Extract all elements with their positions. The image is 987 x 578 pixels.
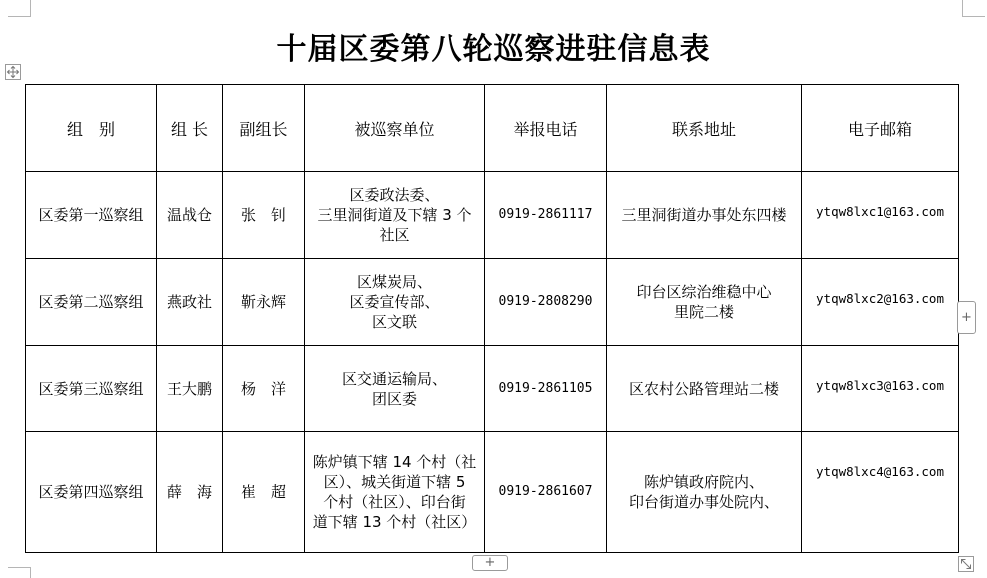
- cell-leader: 薛 海: [157, 432, 223, 553]
- cell-leader: 王大鹏: [157, 346, 223, 432]
- document-title: 十届区委第八轮巡察进驻信息表: [276, 32, 711, 67]
- add-row-button[interactable]: +: [472, 555, 508, 571]
- cell-inspected-units: 区委政法委、 三里洞街道及下辖 3 个 社区: [305, 172, 485, 259]
- table-row: [26, 259, 959, 346]
- cell-inspected-units: 区煤炭局、 区委宣传部、 区文联: [305, 259, 485, 346]
- cell-leader: 温战仓: [157, 172, 223, 259]
- cell-address: 印台区综治维稳中心 里院二楼: [607, 259, 802, 346]
- info-table: [25, 84, 959, 553]
- cell-deputy: 靳永辉: [223, 259, 305, 346]
- table-row: [26, 172, 959, 259]
- header-inspected-units: 被巡察单位: [305, 85, 485, 172]
- table-row: [26, 346, 959, 432]
- resize-diagonal-icon: [959, 557, 973, 571]
- cell-email: ytqw8lxc4@163.com: [802, 432, 959, 553]
- cell-inspected-units: 陈炉镇下辖 14 个村（社 区）、城关街道下辖 5 个村（社区）、印台街 道下辖 13 个村（社区）: [305, 432, 485, 553]
- header-deputy: 副组长: [223, 85, 305, 172]
- page-corner-mark-bottom-left: [8, 567, 31, 578]
- cell-deputy: 杨 洋: [223, 346, 305, 432]
- move-arrows-icon: [6, 65, 20, 79]
- page-corner-mark-top-left: [8, 0, 31, 17]
- cell-report-phone: 0919-2808290: [485, 259, 607, 346]
- cell-report-phone: 0919-2861117: [485, 172, 607, 259]
- header-group: 组 别: [26, 85, 157, 172]
- header-address: 联系地址: [607, 85, 802, 172]
- header-email: 电子邮箱: [802, 85, 959, 172]
- table-move-handle[interactable]: [5, 64, 21, 80]
- table-resize-handle[interactable]: [958, 556, 974, 572]
- header-leader: 组 长: [157, 85, 223, 172]
- cell-email: ytqw8lxc3@163.com: [802, 346, 959, 432]
- cell-email: ytqw8lxc1@163.com: [802, 172, 959, 259]
- table-header-row: [26, 85, 959, 172]
- cell-group: 区委第四巡察组: [26, 432, 157, 553]
- cell-group: 区委第一巡察组: [26, 172, 157, 259]
- cell-inspected-units: 区交通运输局、 团区委: [305, 346, 485, 432]
- cell-report-phone: 0919-2861607: [485, 432, 607, 553]
- cell-leader: 燕政社: [157, 259, 223, 346]
- add-column-button[interactable]: +: [957, 301, 976, 334]
- header-report-phone: 举报电话: [485, 85, 607, 172]
- cell-email: ytqw8lxc2@163.com: [802, 259, 959, 346]
- cell-group: 区委第二巡察组: [26, 259, 157, 346]
- cell-group: 区委第三巡察组: [26, 346, 157, 432]
- cell-report-phone: 0919-2861105: [485, 346, 607, 432]
- page-corner-mark-top-right: [962, 0, 985, 17]
- table-row: [26, 432, 959, 553]
- cell-address: 陈炉镇政府院内、 印台街道办事处院内、: [607, 432, 802, 553]
- cell-deputy: 张 钊: [223, 172, 305, 259]
- cell-address: 区农村公路管理站二楼: [607, 346, 802, 432]
- cell-address: 三里洞街道办事处东四楼: [607, 172, 802, 259]
- cell-deputy: 崔 超: [223, 432, 305, 553]
